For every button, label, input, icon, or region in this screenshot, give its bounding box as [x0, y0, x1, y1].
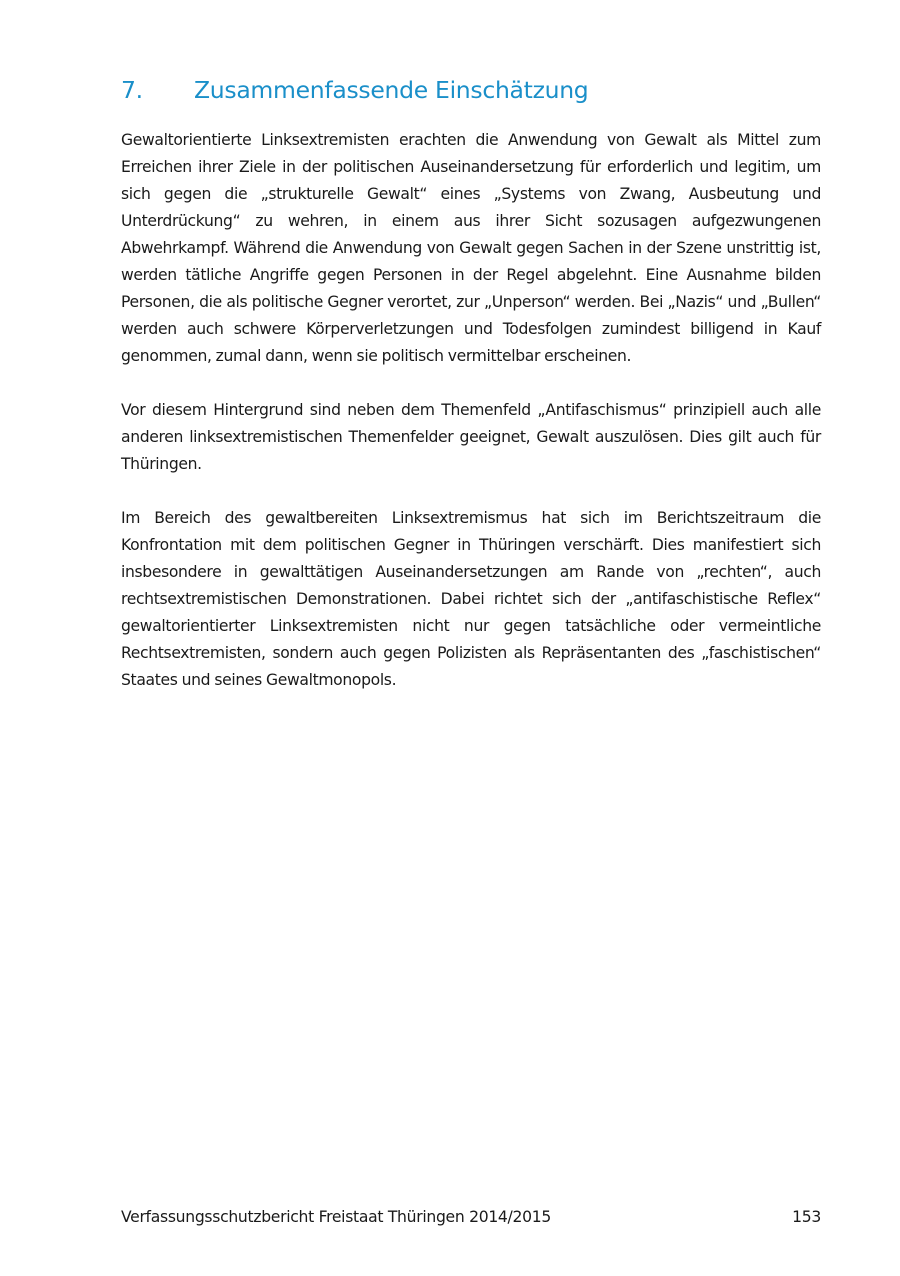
section-number: 7.	[121, 76, 143, 104]
page-number: 153	[792, 1208, 821, 1226]
page-footer	[121, 1204, 821, 1230]
body-text	[121, 127, 821, 721]
section-heading	[121, 72, 821, 108]
paragraph-2: Vor diesem Hintergrund sind neben dem Themenfeld „Antifaschismus“ prinzipiell auch alle anderen linksextremistischen Themenfelder geeignet, Gewalt auszulösen. Dies gilt auch für Thüringen.	[121, 401, 821, 473]
paragraph-3: Im Bereich des gewaltbereiten Linksextremismus hat sich im Berichtszeitraum die Konfrontation mit dem politischen Gegner in Thüringen verschärft. Dies manifestiert sich insbesondere in gewalttätigen Auseinandersetzungen am Rande von „rechten“, auch rechtsextremistischen Demonstrationen. Dabei richtet sich der „antifaschistische Reflex“ gewaltorientierter Linksextremisten nicht nur gegen tatsächliche oder vermeintliche Rechtsextremisten, sondern auch gegen Polizisten als Repräsentanten des „faschistischen“ Staates und seines Gewaltmonopols.	[121, 509, 821, 689]
footer-publication-title: Verfassungsschutzbericht Freistaat Thüringen 2014/2015	[121, 1208, 551, 1226]
section-title: Zusammenfassende Einschätzung	[194, 76, 589, 104]
paragraph-1: Gewaltorientierte Linksextremisten erachten die Anwendung von Gewalt als Mittel zum Erreichen ihrer Ziele in der politischen Auseinandersetzung für erforderlich und legitim, um sich gegen die „strukturelle Gewalt“ eines „Systems von Zwang, Ausbeutung und Unterdrückung“ zu wehren, in einem aus ihrer Sicht sozusagen aufgezwungenen Abwehrkampf. Während die Anwendung von Gewalt gegen Sachen in der Szene unstrittig ist, werden tätliche Angriffe gegen Personen in der Regel abgelehnt. Eine Ausnahme bilden Personen, die als politische Gegner verortet, zur „Unperson“ werden. Bei „Nazis“ und „Bullen“ werden auch schwere Körperverletzungen und Todesfolgen zumindest billigend in Kauf genommen, zumal dann, wenn sie politisch vermittelbar erscheinen.	[121, 131, 821, 365]
